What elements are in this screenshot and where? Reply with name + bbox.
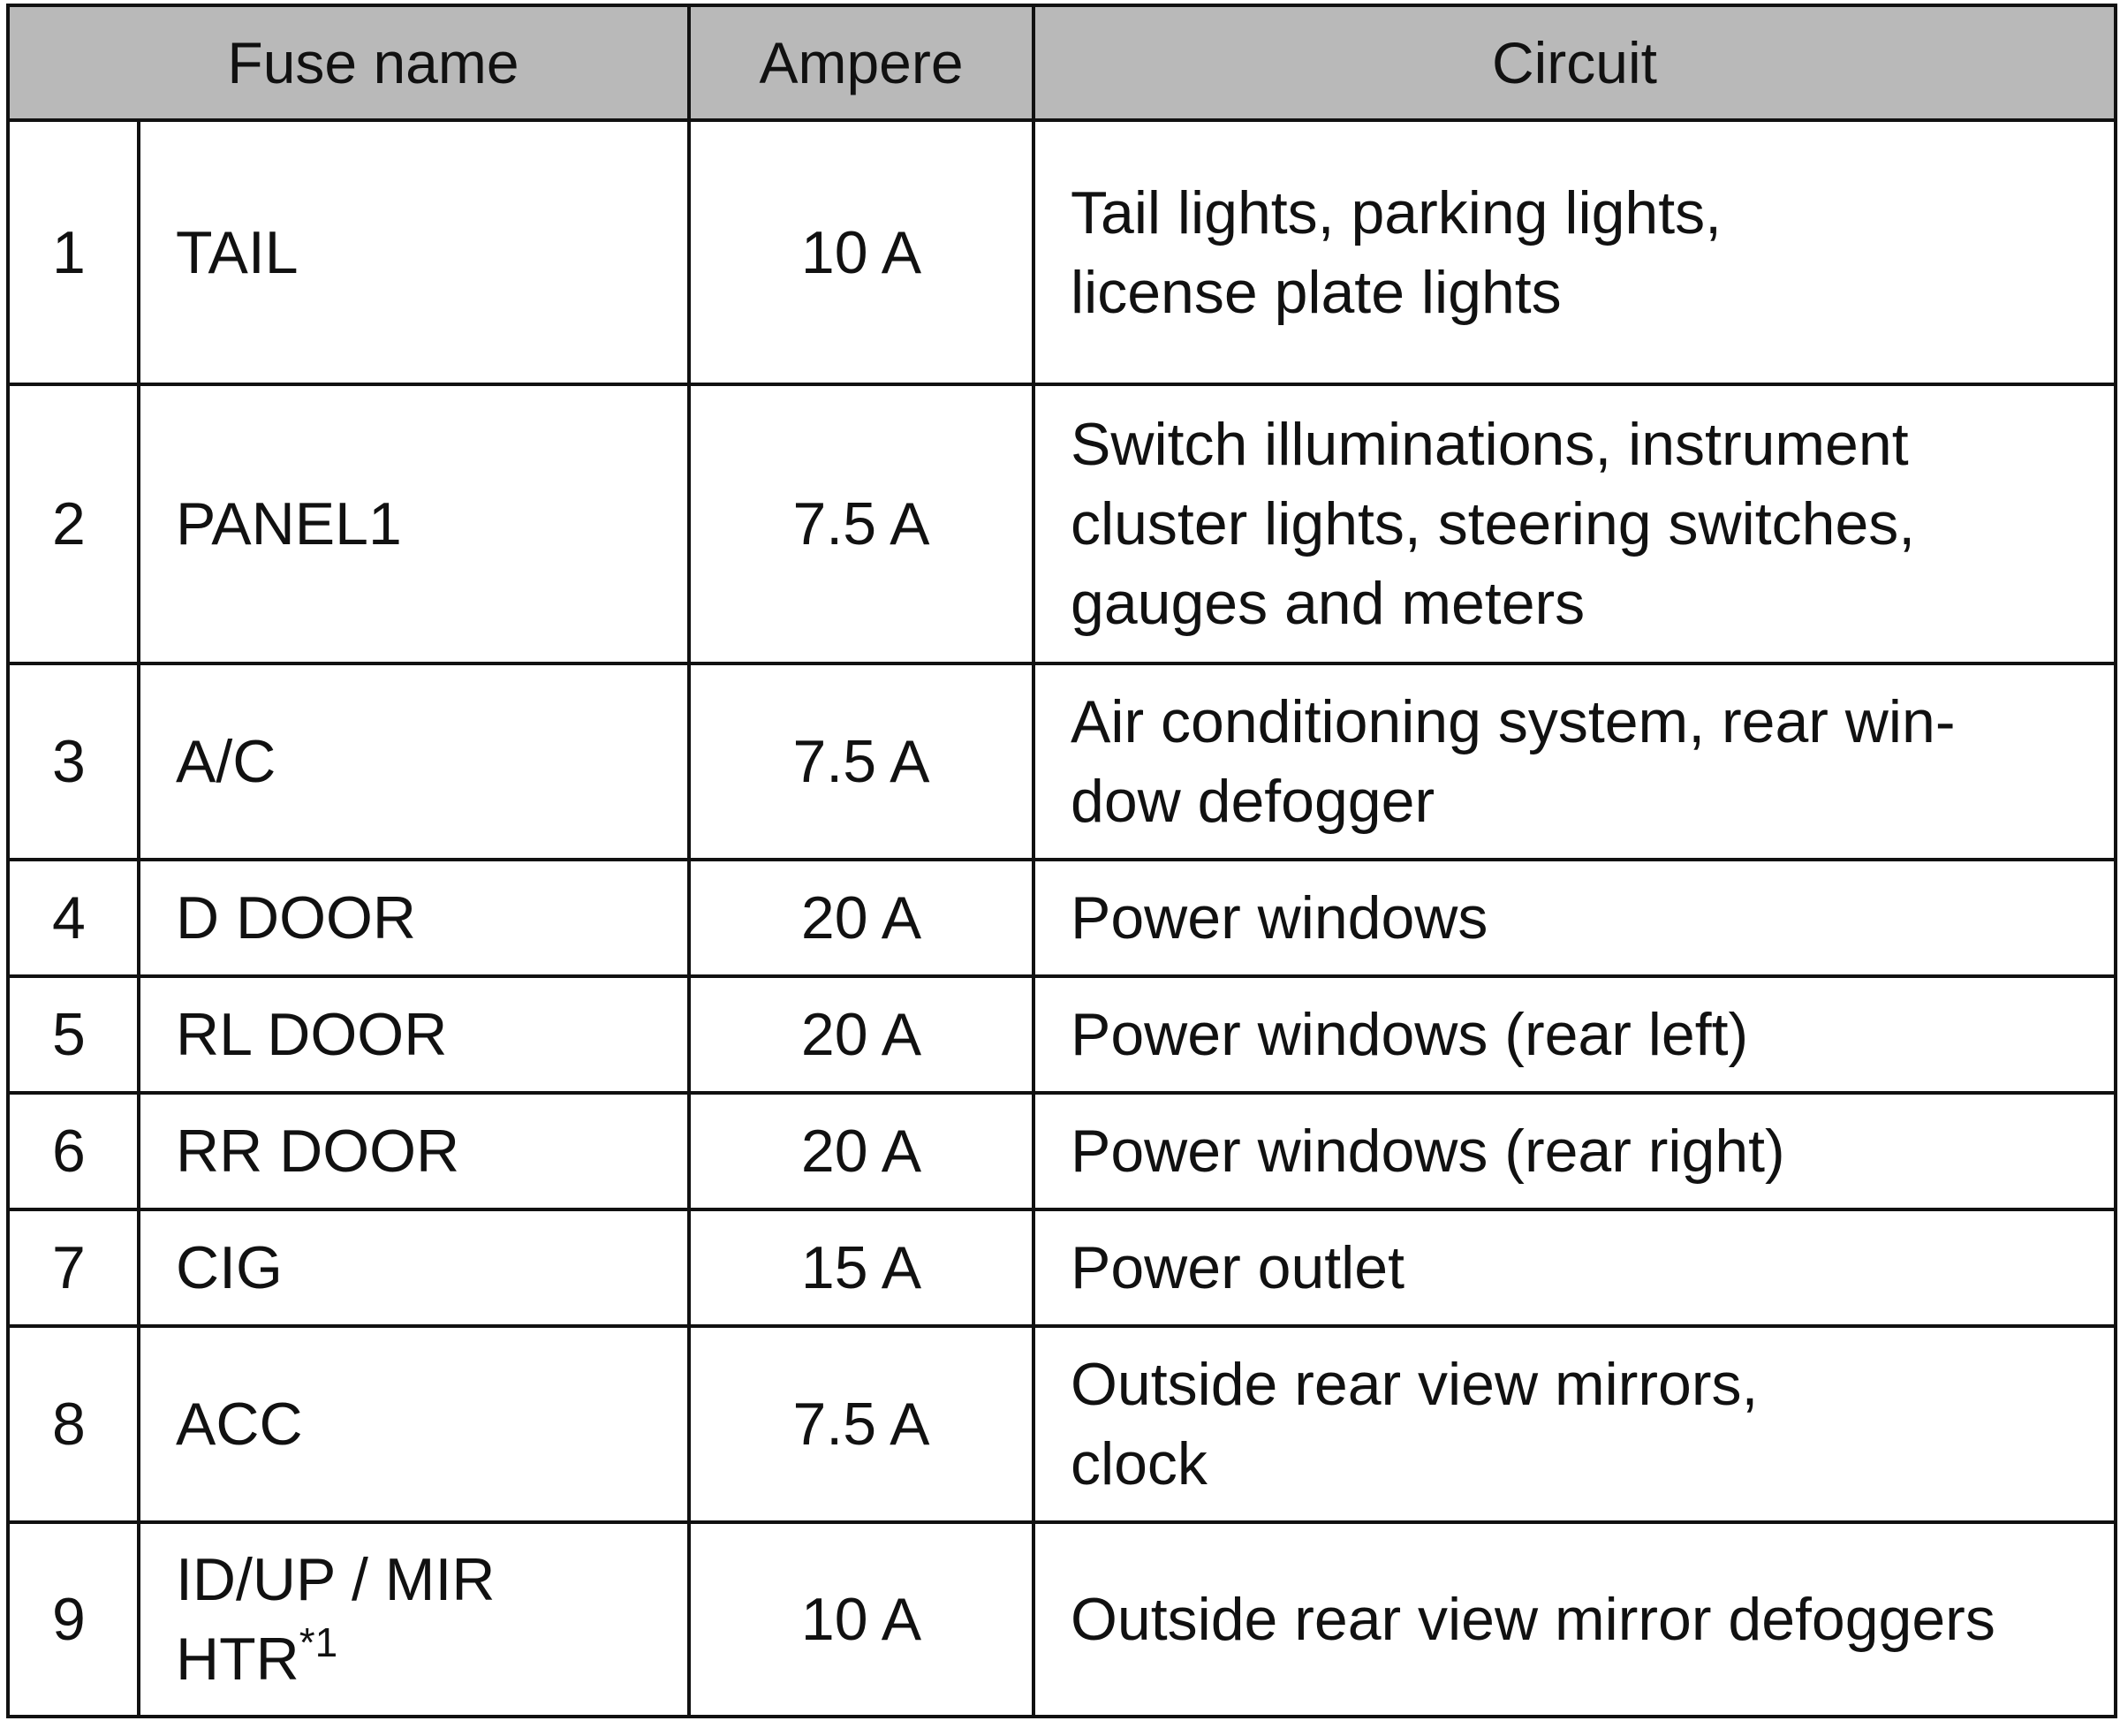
circuit-line: clock xyxy=(1071,1430,1208,1497)
footnote-marker: *1 xyxy=(299,1619,338,1665)
fuse-name-line: ID/UP / MIR xyxy=(176,1546,496,1613)
fuse-ampere: 10 A xyxy=(689,120,1034,384)
circuit-line: license plate lights xyxy=(1071,258,1562,326)
fuse-number: 4 xyxy=(8,860,139,976)
table-row xyxy=(8,1209,2116,1326)
table-body xyxy=(8,120,2116,1717)
header-ampere: Ampere xyxy=(689,5,1034,120)
fuse-ampere: 20 A xyxy=(689,860,1034,976)
fuse-name: TAIL xyxy=(139,120,689,384)
circuit-line: dow defogger xyxy=(1071,768,1435,835)
circuit-line: Power outlet xyxy=(1071,1234,1404,1301)
fuse-circuit xyxy=(1034,384,2116,663)
fuse-number: 8 xyxy=(8,1326,139,1522)
table-row xyxy=(8,663,2116,860)
fuse-circuit xyxy=(1034,860,2116,976)
table-header xyxy=(8,5,2116,120)
circuit-line: Power windows xyxy=(1071,884,1488,951)
fuse-ampere: 20 A xyxy=(689,1093,1034,1209)
circuit-line: Power windows (rear right) xyxy=(1071,1118,1785,1185)
fuse-name: ACC xyxy=(139,1326,689,1522)
fuse-name: D DOOR xyxy=(139,860,689,976)
fuse-name xyxy=(139,1522,689,1717)
fuse-circuit xyxy=(1034,120,2116,384)
fuse-circuit xyxy=(1034,1093,2116,1209)
header-number-spacer xyxy=(8,5,139,120)
circuit-line: Outside rear view mirrors, xyxy=(1071,1351,1759,1418)
table-row xyxy=(8,1326,2116,1522)
circuit-line: Outside rear view mirror defoggers xyxy=(1071,1586,1995,1653)
table-row xyxy=(8,860,2116,976)
fuse-number: 2 xyxy=(8,384,139,663)
header-fuse-name: Fuse name xyxy=(139,5,689,120)
circuit-line: Air conditioning system, rear win- xyxy=(1071,688,1956,755)
table-row xyxy=(8,384,2116,663)
fuse-number: 7 xyxy=(8,1209,139,1326)
table-row xyxy=(8,976,2116,1093)
fuse-circuit xyxy=(1034,1326,2116,1522)
table-row xyxy=(8,1522,2116,1717)
fuse-ampere: 10 A xyxy=(689,1522,1034,1717)
table-row xyxy=(8,1093,2116,1209)
fuse-number: 1 xyxy=(8,120,139,384)
circuit-line: Power windows (rear left) xyxy=(1071,1001,1749,1068)
fuse-ampere: 7.5 A xyxy=(689,663,1034,860)
fuse-circuit xyxy=(1034,976,2116,1093)
fuse-circuit xyxy=(1034,1522,2116,1717)
circuit-line: Tail lights, parking lights, xyxy=(1071,178,1722,246)
fuse-ampere: 20 A xyxy=(689,976,1034,1093)
fuse-name: PANEL1 xyxy=(139,384,689,663)
fuse-name: CIG xyxy=(139,1209,689,1326)
circuit-line: cluster lights, steering switches, xyxy=(1071,490,1916,557)
fuse-ampere: 15 A xyxy=(689,1209,1034,1326)
header-row xyxy=(8,5,2116,120)
fuse-name-text: HTR xyxy=(176,1626,299,1693)
fuse-table xyxy=(6,4,2117,1718)
fuse-circuit xyxy=(1034,1209,2116,1326)
fuse-name: RR DOOR xyxy=(139,1093,689,1209)
fuse-number: 3 xyxy=(8,663,139,860)
circuit-line: Switch illuminations, instrument xyxy=(1071,411,1909,478)
fuse-number: 9 xyxy=(8,1522,139,1717)
fuse-number: 5 xyxy=(8,976,139,1093)
fuse-name-line xyxy=(176,1619,687,1699)
fuse-name: A/C xyxy=(139,663,689,860)
header-circuit: Circuit xyxy=(1034,5,2116,120)
fuse-ampere: 7.5 A xyxy=(689,384,1034,663)
fuse-name: RL DOOR xyxy=(139,976,689,1093)
table-row xyxy=(8,120,2116,384)
circuit-line: gauges and meters xyxy=(1071,570,1586,637)
fuse-circuit xyxy=(1034,663,2116,860)
fuse-number: 6 xyxy=(8,1093,139,1209)
fuse-ampere: 7.5 A xyxy=(689,1326,1034,1522)
